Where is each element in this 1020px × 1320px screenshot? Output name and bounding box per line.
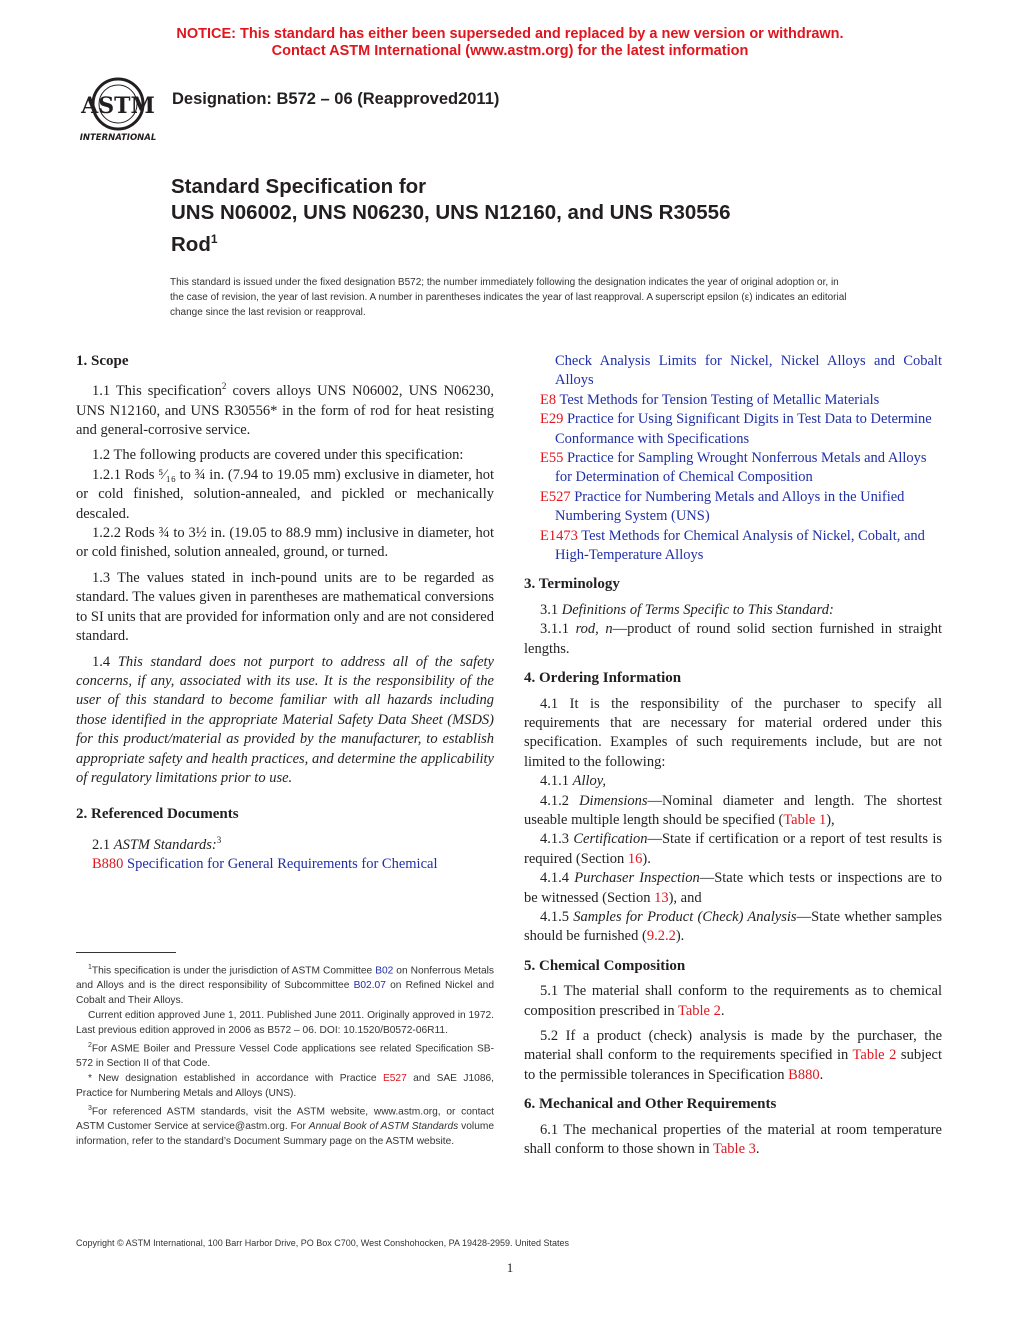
para-5-1: 5.1 The material shall conform to the requirements as to chemical composition prescribed in Table 2. — [524, 983, 942, 1019]
ref-e527-link[interactable]: E527 — [540, 488, 571, 505]
section-1-heading: 1. Scope — [76, 353, 129, 369]
ref-e29-link[interactable]: E29 — [540, 411, 564, 428]
section-16-link[interactable]: 16 — [627, 850, 643, 867]
title-footnote-ref: 1 — [210, 232, 218, 246]
para-4-1-5: 4.1.5 Samples for Product (Check) Analysis—State whether samples should be furnished (9.2.2). — [524, 908, 943, 945]
para-5-2: 5.2 If a product (check) analysis is made by the purchaser, the material shall conform to the requirements specified in Table 2 subject to the permissible tolerances in Specification B880. — [524, 1028, 942, 1083]
footnote-1-edition: Current edition approved June 1, 2011. Published June 2011. Originally approved in 1972. Last previous edition approved in 2006 as B572 – 06. DOI: 10.1520/B0572-06R11. — [76, 1010, 494, 1037]
ref-b880-first-line[interactable]: B880 Specification for General Requirements for Chemical — [92, 856, 438, 872]
footnote-1: $^1$This specification is under the jurisdiction of ASTM Committee B02 on Nonferrous Metals and Alloys and is the direct responsibility of Subcommittee B02.07 on Refined Nickel and Cobalt and Their Alloys. — [76, 964, 494, 1007]
para-3-1: 3.1 Definitions of Terms Specific to This Standard: — [540, 601, 834, 618]
section-9-2-2-link[interactable]: 9.2.2 — [646, 928, 676, 945]
right-column — [524, 352, 942, 1159]
para-4-1-2: 4.1.2 Dimensions—Nominal diameter and length. The shortest useable multiple length should be specified (Table 1), — [524, 792, 942, 828]
title-line-3: Rod$^1$ — [171, 232, 218, 256]
title-line-2: UNS N06002, UNS N06230, UNS N12160, and UNS R30556 — [171, 201, 731, 224]
section-13-link[interactable]: 13 — [654, 889, 669, 906]
ref-e29[interactable]: E29 Practice for Using Significant Digits in Test Data to Determine Conformance with Specifications — [540, 411, 932, 447]
ref-b880-link[interactable]: B880 — [92, 856, 124, 872]
left-column — [76, 352, 494, 874]
ref-e8[interactable]: E8 Test Methods for Tension Testing of Metallic Materials — [540, 391, 880, 408]
table-3-link[interactable]: Table 3 — [713, 1141, 756, 1158]
para-4-1-4: 4.1.4 Purchaser Inspection—State which tests or inspections are to be witnessed (Section 13), and — [524, 870, 942, 906]
ref-e8-link[interactable]: E8 — [540, 391, 557, 408]
logo-subtext: INTERNATIONAL — [79, 133, 157, 143]
ref-e1473-link[interactable]: E1473 — [540, 527, 578, 544]
title-line-1: Standard Specification for — [171, 175, 427, 198]
b880-link[interactable]: B880 — [788, 1066, 820, 1083]
page-number: 1 — [506, 1260, 514, 1275]
section-3-heading: 3. Terminology — [524, 576, 620, 593]
para-1-1: 1.1 This specification$^2$ covers alloys UNS N06002, UNS N06230, UNS N12160, and UNS R30556* in the form of rod for heat resisting and general-corrosive service. — [76, 381, 494, 439]
notice-line-2: Contact ASTM International (www.astm.org) for the latest information — [271, 43, 749, 59]
logo-letters: ASTM — [81, 93, 155, 119]
para-1-2-1: 1.2.1 Rods ⁵⁄₁₆ to ¾ in. (7.94 to 19.05 mm) exclusive in diameter, hot or cold finished, solution-annealed, and pickled or mechanically descaled. — [76, 466, 494, 522]
section-6-heading: 6. Mechanical and Other Requirements — [524, 1096, 777, 1113]
para-1-2: 1.2 The following products are covered under this specification: — [92, 447, 464, 464]
notice-line-1: NOTICE: This standard has either been superseded and replaced by a new version or withdrawn. — [176, 26, 844, 42]
footnote-2: $^2$For ASME Boiler and Pressure Vessel Code applications see related Specification SB-572 in Section II of that Code. — [76, 1041, 494, 1070]
table-2-link-2[interactable]: Table 2 — [852, 1047, 897, 1064]
para-4-1-3: 4.1.3 Certification—State if certification or a report of test results is required (Section 16). — [524, 831, 943, 867]
para-6-1: 6.1 The mechanical properties of the material at room temperature shall conform to those shown in Table 3. — [524, 1121, 942, 1158]
para-4-1: 4.1 It is the responsibility of the purchaser to specify all requirements that are necessary for material ordered under this specification. Examples of such requirements include, but are not limited to the following: — [524, 695, 942, 770]
document-title — [171, 174, 730, 258]
table-1-link[interactable]: Table 1 — [783, 811, 827, 828]
footnote-star: * New designation established in accordance with Practice E527 and SAE J1086, Practice for Numbering Metals and Alloys (UNS). — [76, 1073, 494, 1100]
para-1-2-2: 1.2.2 Rods ¾ to 3½ in. (19.05 to 88.9 mm) inclusive in diameter, hot or cold finished, solution annealed, ground, or turned. — [76, 525, 494, 561]
section-4-heading: 4. Ordering Information — [524, 670, 682, 687]
designation: Designation: B572 – 06 (Reapproved2011) — [172, 90, 500, 108]
table-2-link[interactable]: Table 2 — [677, 1002, 721, 1019]
footnotes — [76, 961, 494, 1150]
footnote-e527-link[interactable]: E527 — [382, 1073, 407, 1085]
para-1-3: 1.3 The values stated in inch-pound units are to be regarded as standard. The values given in parentheses are mathematical conversions to SI units that are provided for information only and are not considered standard. — [76, 569, 494, 645]
astm-logo — [76, 76, 160, 144]
para-4-1-1: 4.1.1 Alloy, — [540, 773, 607, 790]
ref-e55-link[interactable]: E55 — [540, 450, 564, 467]
withdrawal-notice — [0, 26, 1020, 60]
ref-e1473[interactable]: E1473 Test Methods for Chemical Analysis of Nickel, Cobalt, and High-Temperature Alloys — [540, 527, 925, 564]
ref-e527[interactable]: E527 Practice for Numbering Metals and Alloys in the Unified Numbering System (UNS) — [540, 488, 905, 525]
para-2-1: 2.1 ASTM Standards:$^3$ — [92, 834, 222, 853]
section-5-heading: 5. Chemical Composition — [524, 957, 686, 974]
footnote-3: $^3$For referenced ASTM standards, visit the ASTM website, www.astm.org, or contact ASTM Customer Service at service@astm.org. For Annual Book of ASTM Standards volume information, refer to the standard’s Document Summary page on the ASTM website. — [76, 1104, 495, 1148]
copyright-line: Copyright © ASTM International, 100 Barr Harbor Drive, PO Box C700, West Conshohocken, PA 19428-2959. United States — [76, 1238, 570, 1248]
issued-note: This standard is issued under the fixed designation B572; the number immediately following the designation indicates the year of original adoption or, in the case of revision, the year of last revision. A number in parentheses indicates the year of last reapproval. A superscript epsilon (ε) indicates an editorial change since the last revision or reapproval. — [170, 277, 847, 318]
ref-e55[interactable]: E55 Practice for Sampling Wrought Nonferrous Metals and Alloys for Determination of Chemical Composition — [540, 450, 927, 486]
footnote-b02-link[interactable]: B02 — [375, 965, 394, 977]
footnote-rule — [76, 952, 176, 953]
para-1-4: 1.4 This standard does not purport to address all of the safety concerns, if any, associated with its use. It is the responsibility of the user of this standard to become familiar with all hazards including those identified in the appropriate Material Safety Data Sheet (MSDS) for this product/material as provided by the manufacturer, to establish appropriate safety and health practices, and determine the applicability of regulatory limitations prior to use. — [76, 653, 494, 786]
ref-b880-continued[interactable]: Check Analysis Limits for Nickel, Nickel Alloys and Cobalt Alloys — [555, 353, 942, 389]
section-2-heading: 2. Referenced Documents — [76, 806, 239, 823]
footnote-b0207-link[interactable]: B02.07 — [353, 980, 386, 992]
para-3-1-1: 3.1.1 rod, n—product of round solid section furnished in straight lengths. — [524, 621, 943, 657]
